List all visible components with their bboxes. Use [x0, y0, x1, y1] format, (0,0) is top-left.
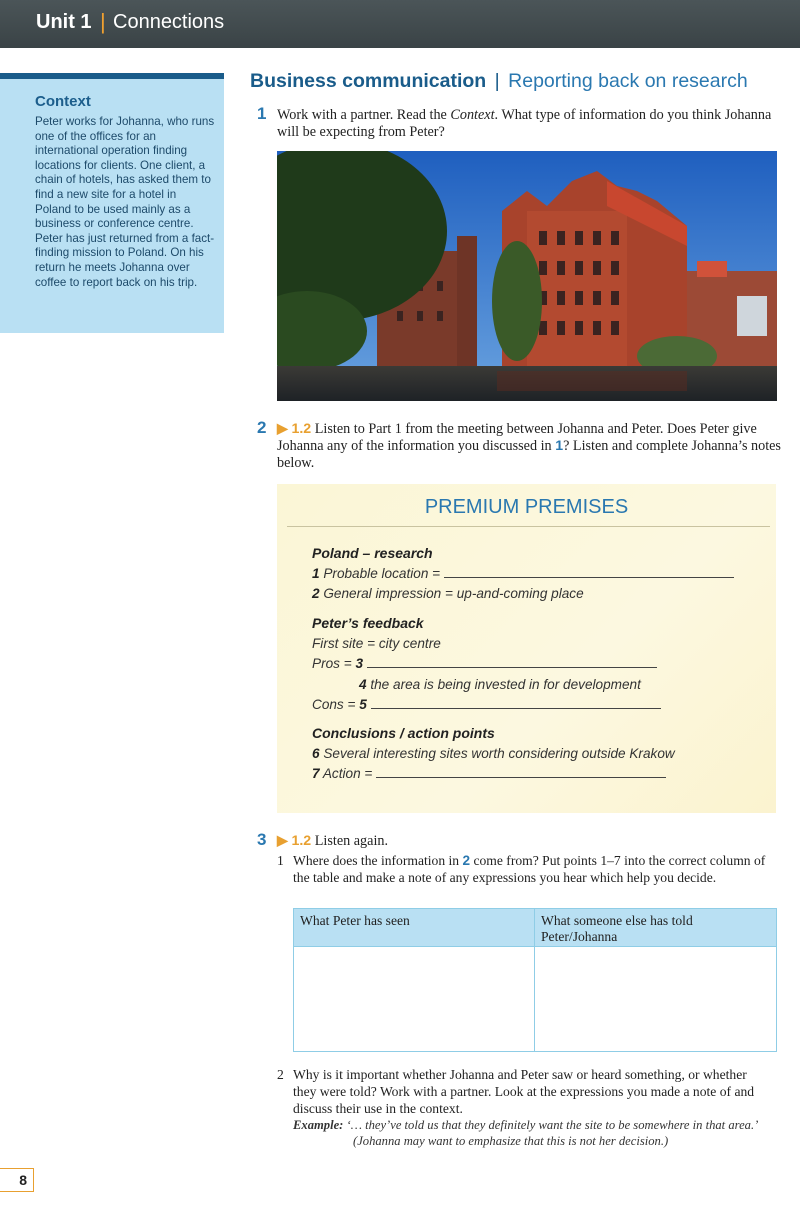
notes-line-6	[312, 746, 675, 761]
notes-text-2: General impression = up-and-coming place	[323, 586, 584, 601]
question-2-number: 2	[257, 418, 267, 437]
notes-title: PREMIUM PREMISES	[424, 496, 629, 518]
q3-sub1-b: come from? Put points 1–7 into the correct column of the table and make a note of any expressions you hear which help you decide.	[293, 853, 766, 885]
header-separator: |	[100, 9, 106, 34]
question-2-text	[277, 421, 782, 472]
audio-track-number-2[interactable]: 1.2	[291, 833, 312, 849]
notes-text-1: Probable location =	[323, 566, 441, 581]
notes-num-6: 6	[312, 746, 320, 761]
example-quote: ‘… they’ve told us that they definitely want the site to be somewhere in that area.’	[343, 1118, 759, 1132]
section-subtitle: Reporting back on research	[508, 70, 748, 92]
notes-line-cons	[312, 697, 661, 712]
context-body: Peter works for Johanna, who runs one of the offices for an international operation finding locations for clients. One client, a chain of hotels, has asked them to find a new site for a hotel in Poland to be used mainly as a business or conference centre. Peter has just returned from a fact-finding mission to Poland. On his return he meets Johanna over coffee to report back on his trip.	[35, 115, 215, 289]
context-heading: Context	[35, 93, 91, 110]
table-header-seen: What Peter has seen	[300, 913, 410, 928]
q2-text-a: Listen to Part 1 from the meeting between Johanna and Peter. Does Peter give Johanna any of the information you discussed in	[277, 421, 757, 454]
notes-num-1: 1	[312, 566, 320, 581]
q3-sub1-number: 1	[277, 853, 284, 868]
example-label: Example:	[293, 1118, 344, 1132]
notes-num-5: 5	[359, 697, 367, 712]
audio-track-number[interactable]: 1.2	[291, 421, 312, 437]
context-box	[0, 73, 224, 333]
play-audio-icon-2[interactable]: ▶	[277, 833, 288, 849]
table-cell-seen[interactable]	[294, 947, 534, 1051]
section-title-separator: |	[494, 70, 500, 92]
unit-header-bar	[0, 0, 800, 48]
q3-sub1-text	[293, 852, 773, 886]
blank-5-input[interactable]	[371, 697, 661, 709]
q3-text: Listen again.	[311, 833, 389, 849]
blank-7-input[interactable]	[376, 766, 666, 778]
notes-num-2: 2	[312, 586, 320, 601]
notes-heading-feedback: Peter’s feedback	[312, 615, 424, 631]
question-3-number: 3	[257, 830, 267, 849]
notes-cons-label: Cons =	[312, 697, 356, 712]
notes-heading-research: Poland – research	[312, 545, 433, 561]
q3-sub1-a: Where does the information in	[293, 853, 463, 868]
notes-line-first-site: First site = city centre	[312, 636, 441, 651]
photo-red-brick-building-icon	[277, 151, 777, 401]
question-1-number: 1	[257, 104, 267, 123]
notes-num-3: 3	[355, 656, 364, 671]
q1-text-b: . What type of information do you think Johanna will be expecting from Peter?	[277, 107, 772, 140]
building-photo	[277, 151, 777, 401]
page-number: 8	[0, 1168, 34, 1192]
notes-line-pros	[312, 656, 657, 671]
notes-line-2	[312, 586, 584, 601]
notes-card	[277, 484, 776, 813]
example-line	[293, 1117, 783, 1133]
section-title-main: Business communication	[250, 70, 487, 92]
q3-sub1-ref: 2	[462, 853, 471, 868]
q3-sub2-text: Why is it important whether Johanna and Peter saw or heard something, or whether they were told? Work with a partner. Look at the expressions you made a note of and discuss their use in the context.	[293, 1067, 755, 1116]
notes-num-7: 7	[312, 766, 320, 781]
q2-text-b: ? Listen and complete Johanna’s notes below.	[277, 438, 781, 471]
table-header-told: What someone else has told Peter/Johanna	[541, 913, 693, 944]
question-1-text	[277, 107, 777, 141]
blank-3-input[interactable]	[367, 656, 657, 668]
notes-line-1	[312, 566, 734, 581]
notes-text-7: Action =	[322, 766, 373, 781]
q1-context-ref: Context	[450, 107, 495, 123]
source-table	[293, 908, 777, 1052]
notes-text-6: Several interesting sites worth considering outside Krakow	[323, 746, 675, 761]
notes-line-7	[312, 766, 666, 781]
context-top-rule	[0, 73, 224, 79]
question-3-text	[277, 833, 777, 850]
unit-title: Connections	[113, 11, 225, 33]
notes-pros-label: Pros =	[312, 656, 352, 671]
table-cell-told[interactable]	[535, 947, 776, 1051]
blank-1-input[interactable]	[444, 566, 734, 578]
example-note: (Johanna may want to emphasize that this is not her decision.)	[353, 1134, 669, 1148]
example-block	[293, 1117, 783, 1149]
notes-heading-conclusions: Conclusions / action points	[312, 725, 495, 741]
notes-divider	[287, 526, 770, 527]
q2-ref-1: 1	[555, 438, 564, 454]
q3-sub2-number: 2	[277, 1067, 284, 1082]
q1-text-a: Work with a partner. Read the	[277, 107, 451, 123]
section-title	[250, 70, 748, 93]
unit-label: Unit 1	[36, 11, 92, 33]
notes-line-4	[359, 677, 641, 692]
notes-num-4: 4	[359, 677, 367, 692]
notes-text-4: the area is being invested in for development	[370, 677, 641, 692]
play-audio-icon[interactable]: ▶	[277, 421, 288, 437]
